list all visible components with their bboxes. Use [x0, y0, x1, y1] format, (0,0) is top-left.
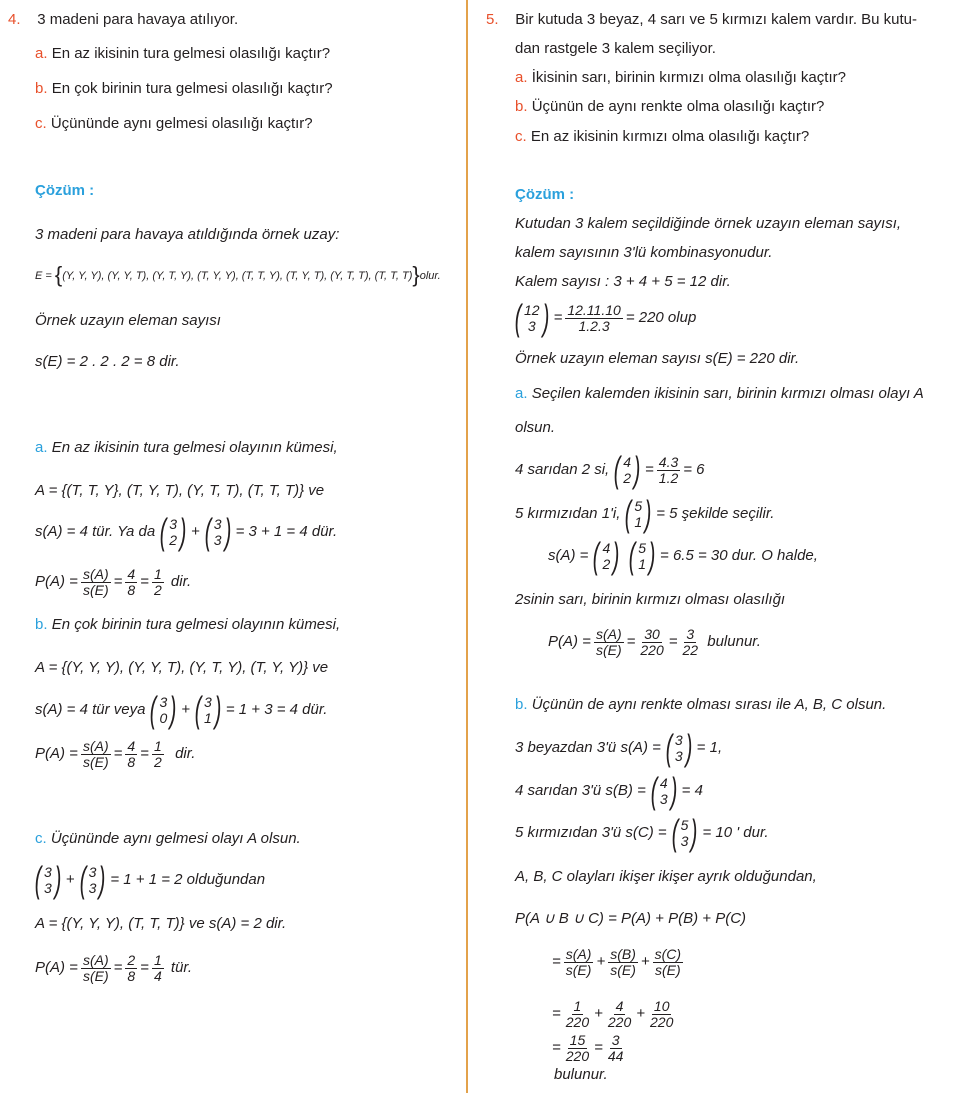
- text: 3 beyazdan 3'ü s(A) =: [515, 739, 661, 756]
- subquestion-text: Üçünün de aynı renkte olma olasılığı kaçtır?: [531, 98, 825, 115]
- text: = 6.5 = 30 dur. O halde,: [660, 547, 818, 564]
- operator: +: [181, 701, 191, 718]
- fraction: $\frac{12.11.10}{1.2.3}$: [567, 301, 621, 334]
- part-text: En çok birinin tura gelmesi olayının kümesi,: [51, 616, 341, 633]
- fraction: $\frac{1}{220}$: [565, 997, 590, 1030]
- subquestion-label: b.: [515, 98, 528, 115]
- solution-line: P(A ∪ B ∪ C) = P(A) + P(B) + P(C): [515, 910, 747, 927]
- problem-number: 4.: [8, 11, 21, 28]
- solution-line: kalem sayısının 3'lü kombinasyonudur.: [515, 244, 773, 261]
- text: dir.: [175, 745, 196, 762]
- binomial: ( 5 1 ): [625, 493, 652, 534]
- set-suffix: olur.: [419, 270, 441, 282]
- text: bulunur.: [707, 633, 761, 650]
- subquestion-label: a.: [35, 45, 48, 62]
- binomial: ( 3 3 ): [79, 859, 106, 900]
- binomial: ( 3 0 ): [150, 689, 177, 730]
- text: tür.: [170, 959, 193, 976]
- combination-line: [515, 771, 703, 811]
- fraction: $\frac{s(C)}{s(E)}$: [654, 945, 682, 978]
- text: P(A) =: [548, 633, 591, 650]
- solution-line: 2sinin sarı, birinin kırmızı olması olasılığı: [515, 591, 786, 608]
- probability-line: P(A) = $\frac{s(A)}{s(E)}$ = $\frac{2}{8}$ = $\frac{1}{4}$ tür.: [35, 951, 193, 984]
- subquestion-c: [515, 128, 809, 146]
- subquestion-label: b.: [35, 80, 48, 97]
- set-label: E =: [35, 270, 55, 282]
- sum-line: = $\frac{15}{220}$ = $\frac{3}{44}$: [552, 1031, 624, 1064]
- set-line: A = {(T, T, Y}, (T, Y, T), (Y, T, T), (T, T, T)} ve: [35, 482, 325, 499]
- part-b-heading: [35, 616, 340, 634]
- fraction: $\frac{15}{220}$: [565, 1031, 590, 1064]
- part-label: b.: [515, 696, 528, 713]
- binomial: ( 5 3 ): [671, 812, 698, 853]
- text: P(A) =: [35, 959, 78, 976]
- part-text: Üçününde aynı gelmesi olayı A olsun.: [50, 830, 301, 847]
- text: = 220 olup: [625, 309, 697, 326]
- part-text: olsun.: [515, 419, 556, 436]
- solution-line: s(E) = 2 . 2 . 2 = 8 dir.: [35, 353, 180, 370]
- part-label: c.: [35, 830, 47, 847]
- subquestion-text: En çok birinin tura gelmesi olasılığı kaçtır?: [51, 80, 333, 97]
- problem-4-question: [8, 11, 238, 29]
- solution-line: 3 madeni para havaya atıldığında örnek uzay:: [35, 226, 340, 243]
- solution-line: Kalem sayısı : 3 + 4 + 5 = 12 dir.: [515, 273, 731, 290]
- text: s(A) =: [548, 547, 589, 564]
- part-label: b.: [35, 616, 48, 633]
- subquestion-b: [515, 98, 824, 116]
- binomial: ( 4 2 ): [613, 449, 641, 490]
- text: 5 kırmızıdan 3'ü s(C) =: [515, 824, 667, 841]
- text: 4 sarıdan 3'ü s(B) =: [515, 782, 646, 799]
- combination-line: [35, 512, 337, 552]
- part-text: En az ikisinin tura gelmesi olayının kümesi,: [51, 439, 338, 456]
- text: P(A) =: [35, 573, 78, 590]
- text: P(A) =: [35, 745, 78, 762]
- solution-line: Örnek uzayın eleman sayısı s(E) = 220 dir.: [515, 350, 800, 367]
- combination-line: [30, 860, 265, 900]
- fraction: $\frac{30}{220}$: [640, 625, 664, 658]
- binomial: ( 4 2 ): [593, 535, 620, 576]
- combination-line: [35, 690, 327, 730]
- binomial: ( 3 3 ): [665, 727, 692, 768]
- subquestion-label: c.: [515, 128, 527, 145]
- probability-line: P(A) = $\frac{s(A)}{s(E)}$ = $\frac{4}{8}$ = $\frac{1}{2}$ dir.: [35, 737, 196, 770]
- solution-heading: Çözüm :: [35, 182, 95, 199]
- fraction: $\frac{4}{8}$: [127, 565, 136, 598]
- fraction: $\frac{s(A)}{s(E)}$: [565, 945, 592, 978]
- fraction: $\frac{10}{220}$: [650, 997, 674, 1030]
- sum-line: = $\frac{1}{220}$ + $\frac{4}{220}$ + $\frac{10}{220}$: [552, 997, 674, 1030]
- question-text: 3 madeni para havaya atılıyor.: [37, 11, 239, 28]
- subquestion-text: En az ikisinin tura gelmesi olasılığı kaçtır?: [51, 45, 331, 62]
- sample-space-line: E = {(Y, Y, Y), (Y, Y, T), (Y, T, Y), (T, Y, Y), (T, T, Y), (T, Y, T), (Y, T, T), (T, T, T)}olur.: [35, 262, 441, 288]
- fraction: $\frac{4.3}{1.2}$: [658, 453, 679, 486]
- part-b-heading: [515, 696, 886, 714]
- combination-line: [515, 728, 722, 768]
- sample-space-set: (Y, Y, Y), (Y, Y, T), (Y, T, Y), (T, Y, Y), (T, T, Y), (T, Y, T), (Y, T, T), (T, T, T): [62, 270, 413, 282]
- fraction: $\frac{3}{44}$: [607, 1031, 624, 1064]
- problem-number: 5.: [486, 11, 499, 28]
- fraction: $\frac{3}{22}$: [682, 625, 699, 658]
- binomial: ( 4 3 ): [650, 770, 677, 811]
- part-text: Seçilen kalemden ikisinin sarı, birinin kırmızı olması olayı A: [531, 385, 924, 402]
- fraction: $\frac{s(B)}{s(E)}$: [610, 945, 636, 978]
- fraction: $\frac{s(A)}{s(E)}$: [82, 565, 109, 598]
- fraction: $\frac{1}{2}$: [153, 737, 162, 770]
- text: = 1 + 3 = 4 dür.: [225, 701, 328, 718]
- text: = 4: [681, 782, 703, 799]
- text: s(A) = 4 tür veya: [35, 701, 146, 718]
- set-line: A = {(Y, Y, Y), (T, T, T)} ve s(A) = 2 dir.: [35, 915, 287, 932]
- probability-line: P(A) = $\frac{s(A)}{s(E)}$ = $\frac{30}{220}$ = $\frac{3}{22}$ bulunur.: [548, 625, 761, 658]
- operator: +: [65, 871, 75, 888]
- fraction: $\frac{1}{4}$: [153, 951, 162, 984]
- combination-line: 4 sarıdan 2 si, ( 4 2 ) = $\frac{4.3}{1.2}$ = 6: [515, 449, 705, 490]
- text: = 3 + 1 = 4 dür.: [235, 523, 338, 540]
- part-label: a.: [35, 439, 48, 456]
- fraction: $\frac{2}{8}$: [127, 951, 136, 984]
- solution-line: Kutudan 3 kalem seçildiğinde örnek uzayın eleman sayısı,: [515, 215, 902, 232]
- binomial: ( 3 3 ): [34, 859, 62, 900]
- part-c-heading: [35, 830, 301, 848]
- binomial: ( 3 2 ): [159, 511, 187, 552]
- subquestion-text: İkisinin sarı, birinin kırmızı olma olasılığı kaçtır?: [531, 69, 846, 86]
- subquestion-text: Üçününde aynı gelmesi olasılığı kaçtır?: [50, 115, 313, 132]
- part-text: Üçünün de aynı renkte olması sırası ile A, B, C olsun.: [531, 696, 887, 713]
- problem-5-question: [486, 11, 917, 29]
- binomial: ( 5 1 ): [628, 535, 656, 576]
- combination-line: ( 12 3 ) = $\frac{12.11.10}{1.2.3}$ = 220 olup: [510, 298, 696, 338]
- column-divider: [466, 0, 468, 1093]
- fraction: $\frac{4}{8}$: [127, 737, 136, 770]
- subquestion-text: En az ikisinin kırmızı olma olasılığı kaçtır?: [530, 128, 810, 145]
- binomial: ( 12 3 ): [514, 297, 549, 338]
- set-line: A = {(Y, Y, Y), (Y, Y, T), (Y, T, Y), (T, Y, Y)} ve: [35, 659, 329, 676]
- combination-line: [515, 494, 774, 534]
- text: dir.: [170, 573, 192, 590]
- text: = 6: [683, 461, 705, 478]
- subquestion-a: [35, 45, 330, 63]
- operator: +: [191, 523, 200, 540]
- fraction: $\frac{s(A)}{s(E)}$: [82, 951, 109, 984]
- fraction: $\frac{s(A)}{s(E)}$: [595, 625, 622, 658]
- text: = 5 şekilde seçilir.: [656, 505, 775, 522]
- final-text: bulunur.: [554, 1066, 608, 1083]
- text: 5 kırmızıdan 1'i,: [515, 505, 621, 522]
- fraction: $\frac{1}{2}$: [153, 565, 162, 598]
- binomial: ( 3 3 ): [204, 511, 231, 552]
- subquestion-c: [35, 115, 313, 133]
- text: = 1,: [696, 739, 723, 756]
- text: 4 sarıdan 2 si,: [515, 461, 610, 478]
- part-a-heading: [515, 385, 924, 403]
- fraction: $\frac{s(A)}{s(E)}$: [82, 737, 109, 770]
- fraction: $\frac{4}{220}$: [607, 997, 632, 1030]
- binomial: ( 3 1 ): [194, 689, 222, 730]
- sum-line: = $\frac{s(A)}{s(E)}$ + $\frac{s(B)}{s(E)}$ + $\frac{s(C)}{s(E)}$: [552, 945, 682, 978]
- subquestion-label: a.: [515, 69, 528, 86]
- part-a-heading: [35, 439, 338, 457]
- subquestion-a: [515, 69, 846, 87]
- subquestion-b: [35, 80, 333, 98]
- text: = 1 + 1 = 2 olduğundan: [110, 871, 266, 888]
- question-text: dan rastgele 3 kalem seçiliyor.: [515, 40, 716, 57]
- solution-line: A, B, C olayları ikişer ikişer ayrık olduğundan,: [515, 868, 817, 885]
- subquestion-label: c.: [35, 115, 47, 132]
- solution-heading: Çözüm :: [515, 186, 575, 203]
- probability-line: P(A) = $\frac{s(A)}{s(E)}$ = $\frac{4}{8}$ = $\frac{1}{2}$ dir.: [35, 565, 192, 598]
- combination-line: [515, 813, 769, 853]
- question-text: Bir kutuda 3 beyaz, 4 sarı ve 5 kırmızı kalem vardır. Bu kutu-: [515, 11, 918, 28]
- part-label: a.: [515, 385, 528, 402]
- text: s(A) = 4 tür. Ya da: [35, 523, 156, 540]
- solution-line: Örnek uzayın eleman sayısı: [35, 312, 221, 329]
- combination-line: [548, 536, 818, 576]
- text: = 10 ' dur.: [702, 824, 769, 841]
